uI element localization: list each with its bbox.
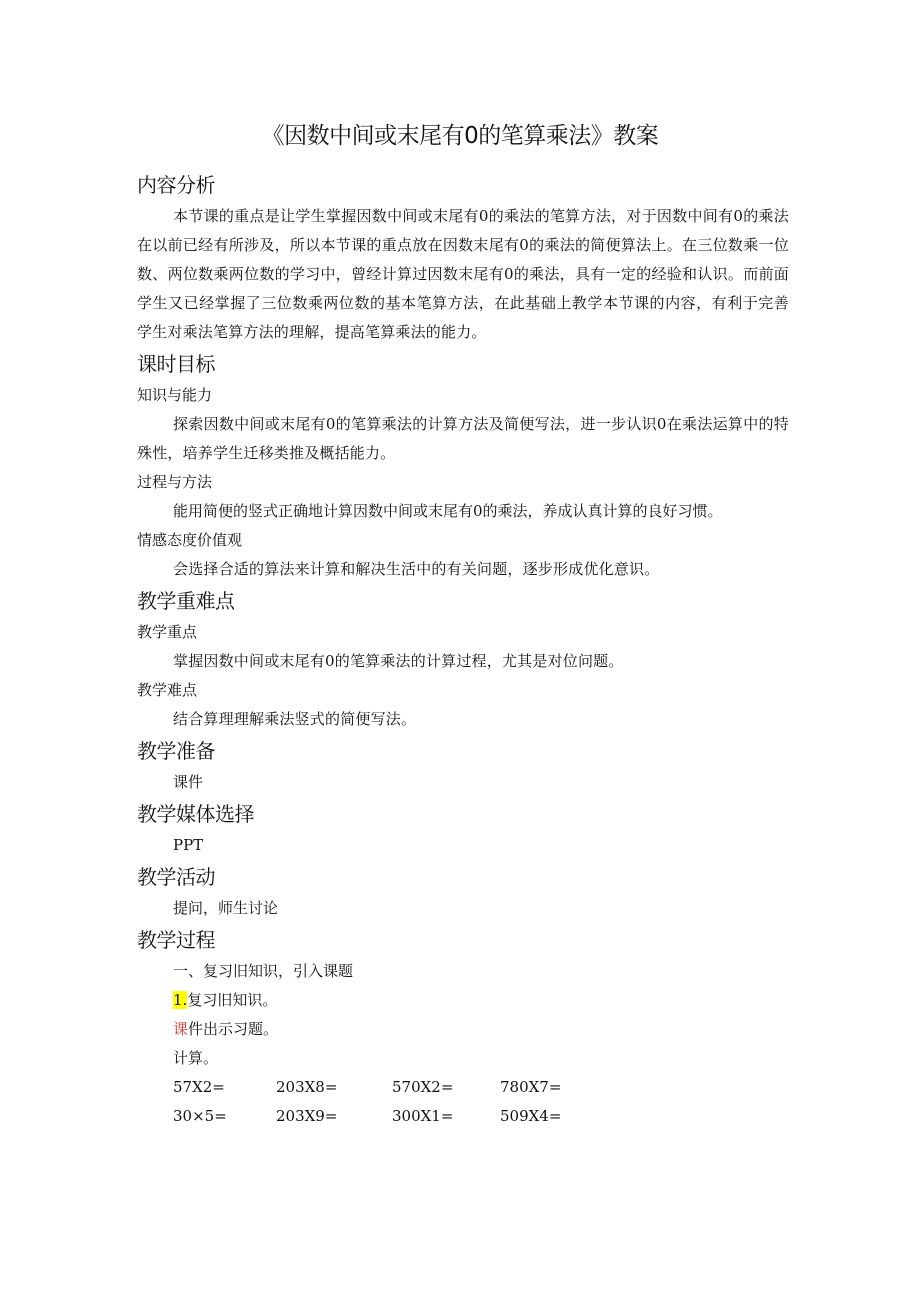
process-sub-1 <box>137 986 789 1015</box>
activity-text: 提问，师生讨论 <box>173 899 279 917</box>
exercise-item: 203X9= <box>276 1107 338 1125</box>
subheading-key: 教学重点 <box>137 623 198 641</box>
process-step-1: 一、复习旧知识，引入课题 <box>173 962 354 980</box>
section-heading-preparation: 教学准备 <box>137 739 215 763</box>
red-marked-char: 课 <box>173 1020 189 1038</box>
courseware-text: 件出示习题。 <box>188 1020 279 1038</box>
section-heading-process: 教学过程 <box>137 928 215 952</box>
content-analysis-paragraph: 本节课的重点是让学生掌握因数中间或末尾有0的乘法的笔算方法，对于因数中间有0的乘法在以前已经有所涉及，所以本节课的重点放在因数末尾有0的乘法的简便算法上。在三位数乘一位数、两位数乘两位数的学习中，曾经计算过因数末尾有0的乘法，具有一定的经验和认识。而前面学生又已经掌握了三位数乘两位数的基本笔算方法，在此基础上教学本节课的内容，有利于完善学生对乘法笔算方法的理解，提高笔算乘法的能力。 <box>137 207 789 341</box>
exercise-item: 509X4= <box>500 1107 562 1125</box>
section-heading-objectives: 课时目标 <box>137 352 215 376</box>
document-title: 《因数中间或末尾有0的笔算乘法》教案 <box>261 123 659 149</box>
section-heading-key-points: 教学重难点 <box>137 589 235 613</box>
calc-label: 计算。 <box>173 1049 219 1067</box>
courseware-line <box>137 1015 789 1044</box>
sub-1-text: 复习旧知识。 <box>187 991 278 1009</box>
exercise-item: 300X1= <box>392 1107 454 1125</box>
process-method-paragraph: 能用简便的竖式正确地计算因数中间或末尾有0的乘法，养成认真计算的良好习惯。 <box>173 502 723 520</box>
subheading-attitude: 情感态度价值观 <box>137 531 243 549</box>
exercise-item: 30×5= <box>173 1107 227 1125</box>
key-paragraph: 掌握因数中间或末尾有0的笔算乘法的计算过程，尤其是对位问题。 <box>173 652 624 670</box>
knowledge-paragraph: 探索因数中间或末尾有0的笔算乘法的计算方法及简便写法，进一步认识0在乘法运算中的特殊性，培养学生迁移类推及概括能力。 <box>137 415 789 462</box>
difficult-paragraph: 结合算理理解乘法竖式的简便写法。 <box>173 710 417 728</box>
section-heading-content-analysis: 内容分析 <box>137 173 215 197</box>
section-heading-media: 教学媒体选择 <box>137 802 254 826</box>
section-heading-activity: 教学活动 <box>137 865 215 889</box>
exercise-item: 780X7= <box>500 1078 562 1096</box>
attitude-paragraph: 会选择合适的算法来计算和解决生活中的有关问题，逐步形成优化意识。 <box>173 560 660 578</box>
media-text: PPT <box>173 836 204 854</box>
exercise-row-2 <box>137 1102 789 1131</box>
exercise-item: 57X2= <box>173 1078 225 1096</box>
exercise-row-1 <box>137 1073 789 1102</box>
document-body <box>137 168 789 1131</box>
subheading-knowledge: 知识与能力 <box>137 386 213 404</box>
preparation-text: 课件 <box>173 773 204 791</box>
exercise-item: 203X8= <box>276 1078 338 1096</box>
exercise-item: 570X2= <box>392 1078 454 1096</box>
subheading-difficult: 教学难点 <box>137 681 198 699</box>
highlighted-number: 1. <box>173 991 188 1009</box>
subheading-process-method: 过程与方法 <box>137 473 213 491</box>
